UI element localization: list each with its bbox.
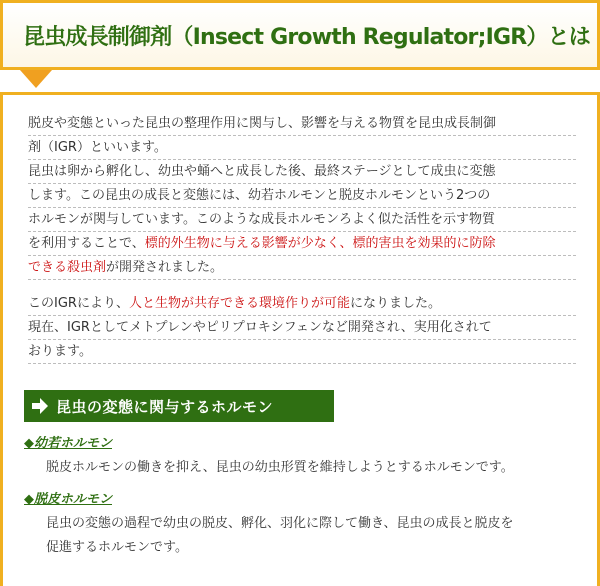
arrow-right-icon	[30, 396, 50, 416]
title-pointer-icon	[20, 70, 52, 88]
text-line	[28, 112, 576, 136]
desc-line: 昆虫の変態の過程で幼虫の脱皮、孵化、羽化に際して働き、昆虫の成長と脱皮を	[46, 516, 514, 531]
body-text: 現在、IGRとしてメトプレンやピリプロキシフェンなど開発され、実用化されて	[28, 320, 492, 335]
highlight-text: 標的外生物に与える影響が少なく、標的害虫を効果的に防除	[144, 236, 496, 251]
text-line	[28, 136, 576, 160]
highlight-text: できる殺虫剤	[28, 260, 107, 275]
text-line	[28, 160, 576, 184]
term-molting-hormone: ◆脱皮ホルモン	[24, 492, 112, 507]
body-text: このIGRにより、	[28, 296, 129, 311]
body-text: になりました。	[349, 296, 441, 311]
text-line	[28, 232, 576, 256]
body-text: 昆虫は卵から孵化し、幼虫や蛹へと成長した後、最終ステージとして成虫に変態	[28, 164, 496, 179]
body-text: 剤（IGR）といいます。	[28, 140, 167, 155]
text-line	[28, 184, 576, 208]
body-text: おります。	[28, 344, 92, 359]
body-text: 脱皮や変態といった昆虫の整理作用に関与し、影響を与える物質を昆虫成長制御	[28, 116, 497, 131]
intro-paragraph	[28, 112, 576, 280]
desc-line: 促進するホルモンです。	[46, 540, 188, 555]
igr-paragraph	[28, 292, 576, 364]
section-heading-banner	[24, 390, 334, 422]
desc-line: 脱皮ホルモンの働きを抑え、昆虫の幼虫形質を維持しようとするホルモンです。	[46, 460, 514, 475]
text-line	[28, 340, 576, 364]
title-box	[0, 0, 600, 70]
term-juvenile-hormone-desc	[46, 456, 576, 480]
body-text: が開発されました。	[106, 260, 224, 275]
body-text: します。この昆虫の成長と変態には、幼若ホルモンと脱皮ホルモンという2つの	[28, 188, 491, 203]
page-title: 昆虫成長制御剤（Insect Growth Regulator;IGR）とは	[23, 24, 590, 50]
term-juvenile-hormone: ◆幼若ホルモン	[24, 436, 112, 451]
text-line	[28, 256, 576, 280]
text-line	[28, 292, 576, 316]
body-text: ホルモンが関与しています。このような成長ホルモンろよく似た活性を示す物質	[28, 212, 495, 227]
term-molting-hormone-desc	[46, 512, 576, 560]
section-heading: 昆虫の変態に関与するホルモン	[56, 397, 274, 416]
body-text: を利用することで、	[28, 236, 145, 251]
text-line	[28, 316, 576, 340]
text-line	[28, 208, 576, 232]
highlight-text: 人と生物が共存できる環境作りが可能	[128, 296, 350, 311]
